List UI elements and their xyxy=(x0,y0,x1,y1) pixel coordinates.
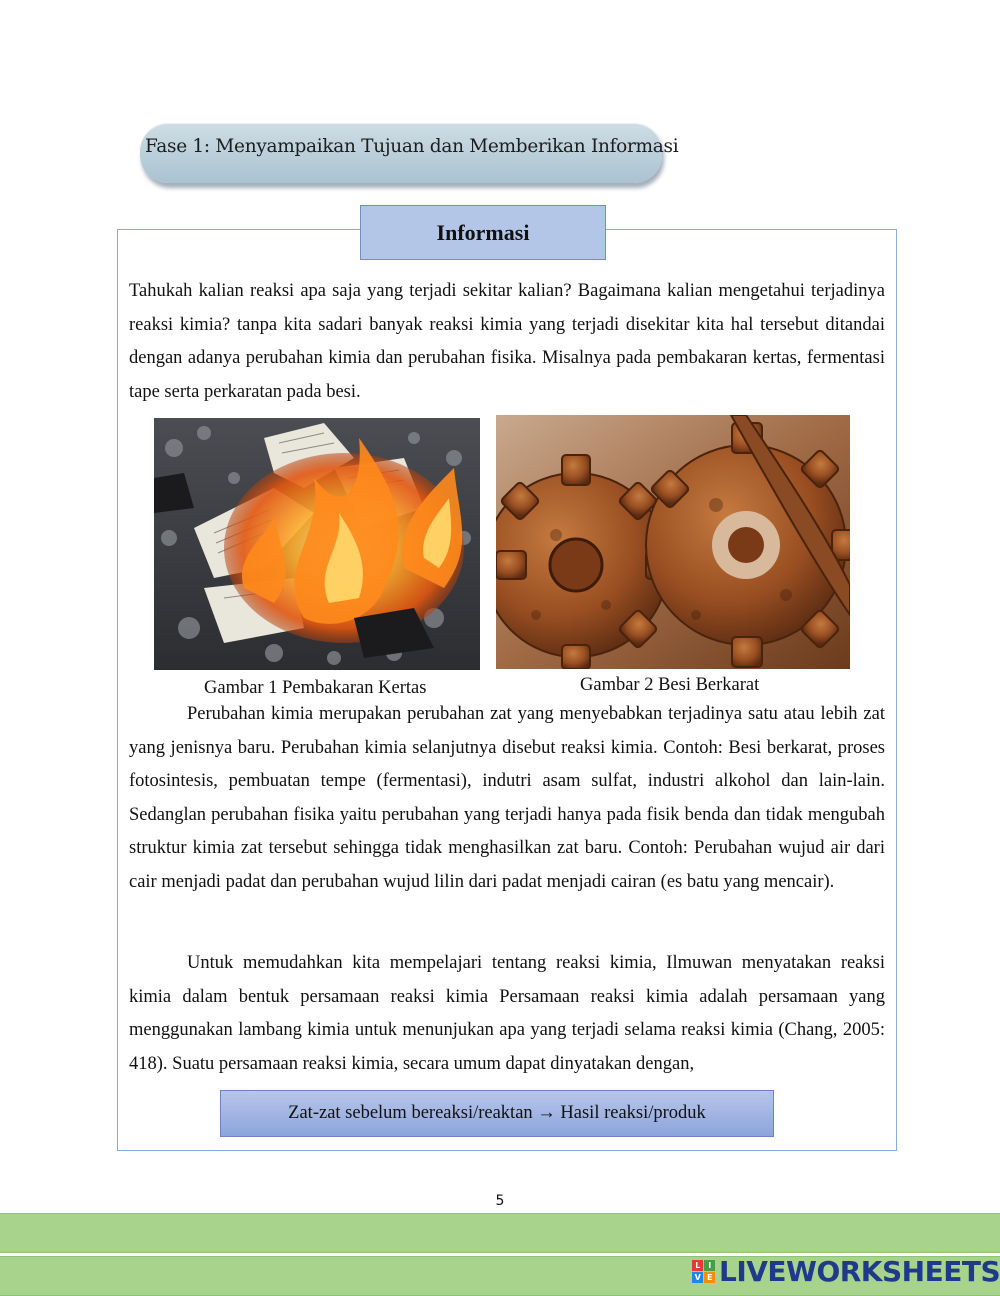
liveworksheets-logo[interactable] xyxy=(692,1254,1000,1288)
logo-letter-l: L xyxy=(692,1260,703,1271)
chemical-change-paragraph: Perubahan kimia merupakan perubahan zat yang menyebabkan terjadinya satu atau lebih zat yang jenisnya baru. Perubahan kimia selanjutnya disebut reaksi kimia. Contoh: Besi berkarat, proses fotosintesis, pembuatan tempe (fermentasi), indutri asam sulfat, industri alkohol dan lain-lain. Sedanglan perubahan fisika yaitu perubahan yang terjadi hanya pada fisik benda dan tidak mengubah struktur kimia zat tersebut sehingga tidak menghasilkan zat baru. Contoh: Perubahan wujud air dari cair menjadi padat dan perubahan wujud lilin dari padat menjadi cairan (es batu yang mencair). xyxy=(129,704,885,892)
intro-paragraph: Tahukah kalian reaksi apa saja yang terjadi sekitar kalian? Bagaimana kalian mengetahui terjadinya reaksi kimia? tanpa kita sadari banyak reaksi kimia yang terjadi disekitar kita hal tersebut ditandai dengan adanya perubahan kimia dan perubahan fisika. Misalnya pada pembakaran kertas, fermentasi tape serta perkaratan pada besi. xyxy=(129,281,885,402)
figure-1-caption: Gambar 1 Pembakaran Kertas xyxy=(204,678,427,698)
information-heading: Informasi xyxy=(360,205,606,260)
logo-letter-v: V xyxy=(692,1272,703,1283)
burning-paper-image xyxy=(154,418,480,670)
figure-2-caption: Gambar 2 Besi Berkarat xyxy=(580,675,760,695)
reaction-formula-box: Zat-zat sebelum bereaksi/reaktan → Hasil reaksi/produk xyxy=(220,1090,774,1137)
page-number: 5 xyxy=(495,1193,505,1209)
phase-title: Fase 1: Menyampaikan Tujuan dan Memberikan Informasi xyxy=(145,136,679,157)
rusty-gears-image xyxy=(496,415,850,669)
logo-text: LIVEWORKSHEETS xyxy=(719,1254,1000,1288)
logo-letter-i: I xyxy=(704,1260,715,1271)
equation-paragraph: Untuk memudahkan kita mempelajari tentang reaksi kimia, Ilmuwan menyatakan reaksi kimia dalam bentuk persamaan reaksi kimia Persamaan reaksi kimia adalah persamaan yang menggunakan lambang kimia untuk menunjukan apa yang terjadi selama reaksi kimia (Chang, 2005: 418). Suatu persamaan reaksi kimia, secara umum dapat dinyatakan dengan, xyxy=(129,953,885,1074)
logo-letter-e: E xyxy=(704,1272,715,1283)
footer-band-top xyxy=(0,1213,1000,1253)
logo-mark xyxy=(692,1260,715,1283)
